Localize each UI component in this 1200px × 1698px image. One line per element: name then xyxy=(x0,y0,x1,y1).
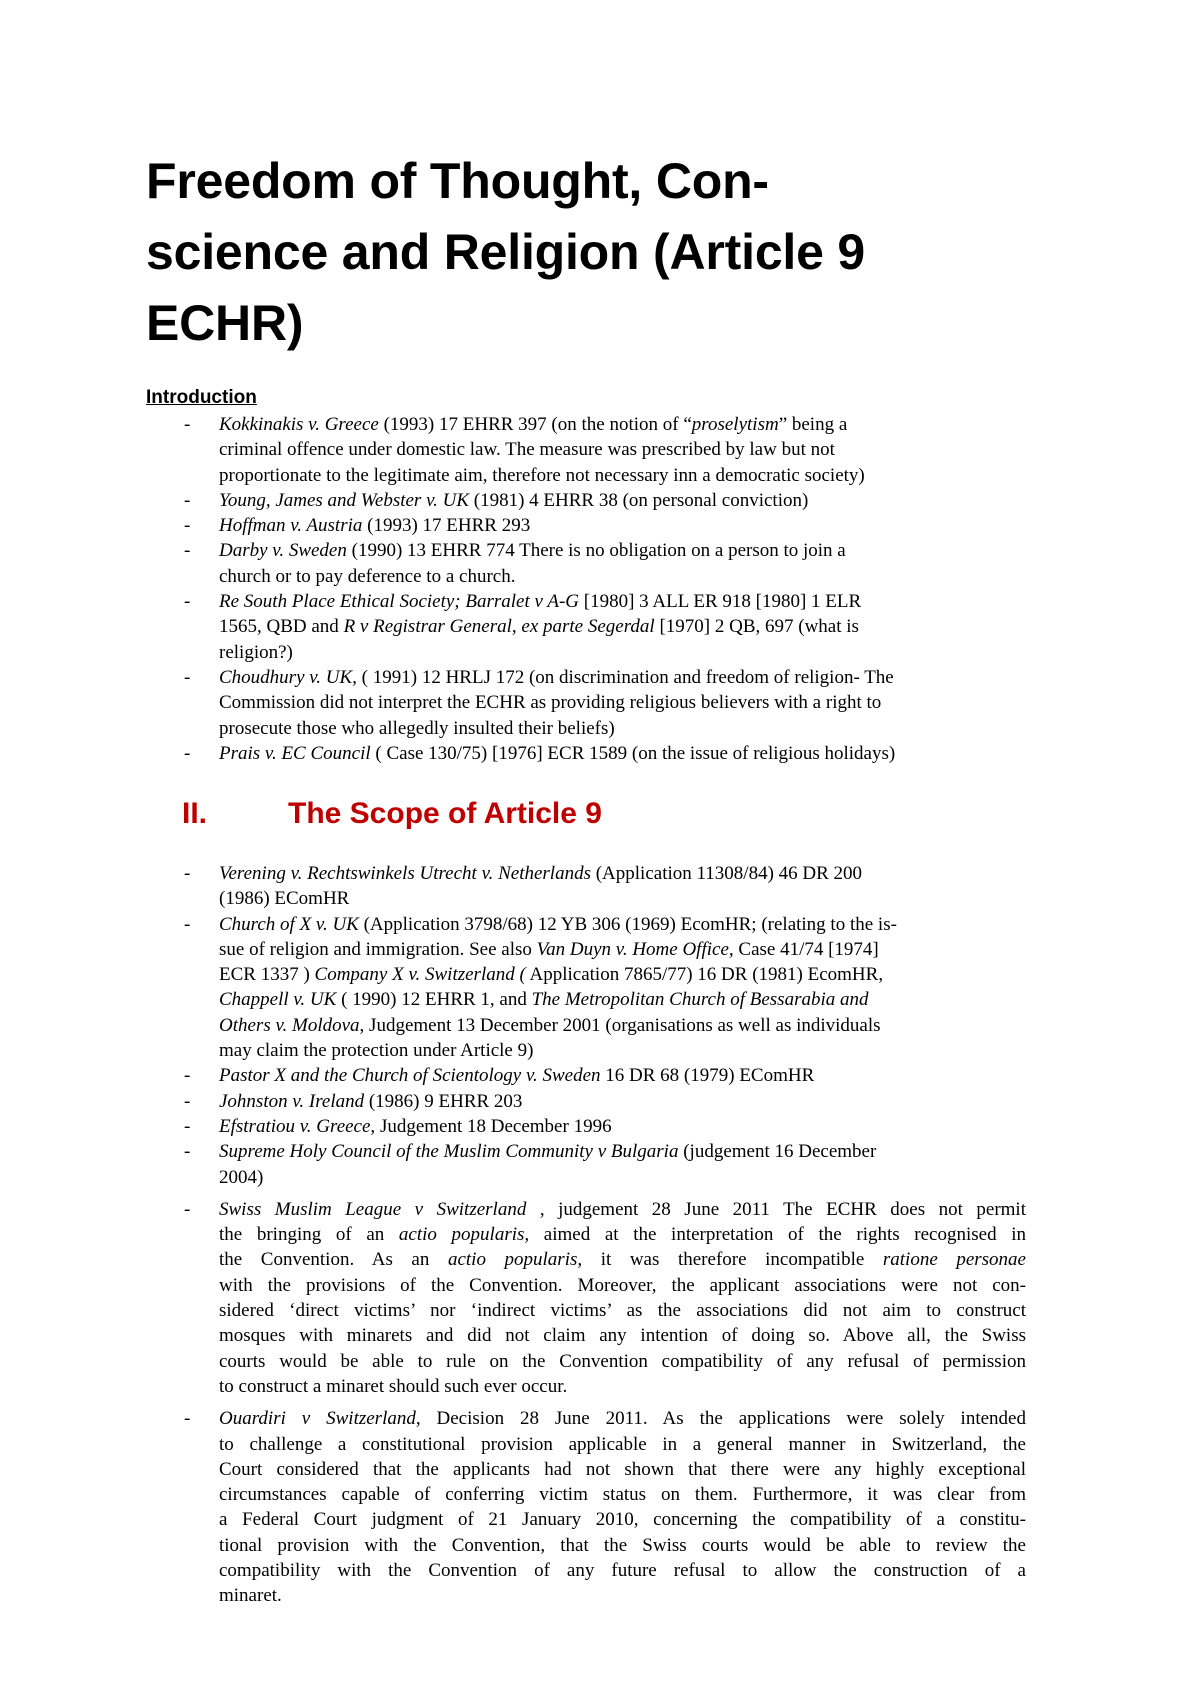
case-text: may claim the protection under Article 9) xyxy=(219,1040,534,1062)
case-line xyxy=(219,1197,1026,1222)
case-text: to challenge a constitutional provision applicable in a general manner in Switzerland, the xyxy=(219,1433,1026,1455)
case-text: compatibility with the Convention of any future refusal to allow the construction of a xyxy=(219,1560,1026,1582)
case-text: (judgement 16 December xyxy=(678,1141,877,1163)
case-text: Court considered that the applicants had not shown that there were any highly exceptional xyxy=(219,1458,1026,1480)
case-citation: Choudhury v. UK, xyxy=(219,666,357,688)
case-citation: Ouardiri v Switzerland, xyxy=(219,1408,421,1430)
case-text: a Federal Court judgment of 21 January 2010, concerning the compatibility of a constitu- xyxy=(219,1509,1026,1531)
case-item xyxy=(146,741,1026,766)
case-text: (1981) 4 EHRR 38 (on personal conviction) xyxy=(469,489,809,511)
case-text: (1986) EComHR xyxy=(219,888,350,910)
case-text: ” being a xyxy=(778,414,848,435)
case-text: with the provisions of the Convention. Moreover, the applicant associations were not con- xyxy=(219,1274,1026,1296)
case-citation: Swiss Muslim League v Switzerland xyxy=(219,1198,527,1220)
case-line xyxy=(219,640,1026,665)
case-line xyxy=(219,564,1026,589)
case-text: proportionate to the legitimate aim, therefore not necessary inn a democratic society) xyxy=(219,464,865,486)
case-citation: Pastor X and the Church of Scientology v. Sweden xyxy=(219,1065,601,1087)
case-text: 2004) xyxy=(219,1166,264,1188)
case-text: church or to pay deference to a church. xyxy=(219,565,516,587)
case-line xyxy=(219,1349,1026,1374)
case-item xyxy=(146,1197,1026,1399)
case-line xyxy=(219,987,1026,1012)
title-line: ECHR) xyxy=(146,295,304,351)
case-citation: Johnston v. Ireland xyxy=(219,1090,365,1112)
case-text: Case 41/74 [1974] xyxy=(733,938,879,960)
case-item xyxy=(146,1139,1026,1190)
case-citation: proselytism xyxy=(691,414,779,435)
case-text: circumstances capable of conferring victim status on them. Furthermore, it was clear from xyxy=(219,1484,1026,1506)
case-text: [1980] 3 ALL ER 918 [1980] 1 ELR xyxy=(579,591,862,613)
case-text: (Application 3798/68) 12 YB 306 (1969) EcomHR; (relating to the is- xyxy=(358,913,897,935)
case-citation: Hoffman v. Austria xyxy=(219,515,363,537)
case-text: sue of religion and immigration. See also xyxy=(219,938,537,960)
case-line xyxy=(219,437,1026,462)
introduction-case-list xyxy=(146,412,1026,766)
case-citation: Chappell v. UK xyxy=(219,989,337,1011)
case-text: Application 7865/77) 16 DR (1981) EcomHR, xyxy=(525,964,884,986)
case-line xyxy=(219,1114,1026,1139)
case-line xyxy=(219,1165,1026,1190)
case-citation: Prais v. EC Council xyxy=(219,742,371,764)
title-line: Freedom of Thought, Con- xyxy=(146,153,769,209)
section-title: The Scope of Article 9 xyxy=(288,797,602,830)
case-text: to construct a minaret should such ever occur. xyxy=(219,1375,568,1397)
case-text: minaret. xyxy=(219,1585,282,1607)
case-text: (1993) 17 EHRR 397 (on the notion of “ xyxy=(378,414,692,435)
case-text: it was therefore incompatible xyxy=(582,1249,883,1271)
case-line xyxy=(219,1323,1026,1348)
case-item xyxy=(146,861,1026,912)
case-citation: Darby v. Sweden xyxy=(219,540,347,562)
case-line xyxy=(219,1298,1026,1323)
case-line xyxy=(219,1063,1026,1088)
case-item xyxy=(146,665,1026,741)
case-line xyxy=(219,937,1026,962)
case-line xyxy=(219,861,1026,886)
case-citation: Company X v. Switzerland ( xyxy=(314,964,526,986)
case-citation: actio popularis, xyxy=(447,1249,583,1271)
case-text: (Application 11308/84) 46 DR 200 xyxy=(590,863,863,884)
case-text: , Judgement 13 December 2001 (organisations as well as individuals xyxy=(359,1014,881,1036)
case-citation: Re South Place Ethical Society; Barralet v A-G xyxy=(219,591,580,613)
title-line: science and Religion (Article 9 xyxy=(146,224,866,280)
case-line xyxy=(219,1089,1026,1114)
case-line xyxy=(219,1273,1026,1298)
case-text: courts would be able to rule on the Convention compatibility of any refusal of permission xyxy=(219,1350,1026,1372)
case-text: prosecute those who allegedly insulted their beliefs) xyxy=(219,717,615,739)
case-line xyxy=(219,538,1026,563)
case-text: ECR 1337 ) xyxy=(219,964,315,986)
case-text: sidered ‘direct victims’ nor ‘indirect victims’ as the associations did not aim to construct xyxy=(219,1300,1026,1322)
case-line xyxy=(219,1583,1026,1608)
case-text: Commission did not interpret the ECHR as providing religious believers with a right to xyxy=(219,692,882,714)
case-line xyxy=(219,912,1026,937)
case-citation: actio popularis, xyxy=(398,1224,530,1246)
case-citation: Young, James and Webster v. UK xyxy=(219,489,469,511)
case-citation: ratione personae xyxy=(882,1249,1026,1271)
case-text: the bringing of an xyxy=(219,1224,399,1246)
case-text: 16 DR 68 (1979) EComHR xyxy=(600,1065,815,1087)
case-text: (1986) 9 EHRR 203 xyxy=(364,1090,523,1112)
case-item xyxy=(146,912,1026,1064)
case-line xyxy=(219,1222,1026,1247)
case-line xyxy=(219,1038,1026,1063)
case-line xyxy=(219,589,1026,614)
case-item xyxy=(146,538,1026,589)
scope-heading xyxy=(182,796,602,832)
document-title xyxy=(146,146,1086,359)
case-line xyxy=(219,1139,1026,1164)
case-line xyxy=(219,716,1026,741)
case-text: ( 1990) 12 EHRR 1, and xyxy=(336,989,532,1011)
case-text: criminal offence under domestic law. The measure was prescribed by law but not xyxy=(219,439,835,461)
case-text: tional provision with the Convention, that the Swiss courts would be able to review the xyxy=(219,1534,1026,1556)
case-text: , judgement 28 June 2011 The ECHR does not permit xyxy=(526,1198,1026,1220)
case-text: aimed at the interpretation of the rights recognised in xyxy=(529,1224,1027,1246)
case-text: Judgement 18 December 1996 xyxy=(375,1115,612,1137)
case-citation: Others v. Moldova xyxy=(219,1014,360,1036)
case-text: (1993) 17 EHRR 293 xyxy=(362,515,531,537)
section-number: II. xyxy=(182,797,208,830)
introduction-heading: Introduction xyxy=(146,387,257,408)
case-line xyxy=(219,1457,1026,1482)
case-line xyxy=(219,1533,1026,1558)
case-citation: Verening v. Rechtswinkels Utrecht v. Netherlands xyxy=(219,863,591,884)
case-text: Decision 28 June 2011. As the applications were solely intended xyxy=(420,1408,1026,1430)
case-item xyxy=(146,1063,1026,1088)
case-line xyxy=(219,463,1026,488)
case-line xyxy=(219,690,1026,715)
case-line xyxy=(219,1406,1026,1431)
case-line xyxy=(219,962,1026,987)
case-line xyxy=(219,1374,1026,1399)
case-text: the Convention. As an xyxy=(219,1249,448,1271)
case-line xyxy=(219,1432,1026,1457)
case-text: (1990) 13 EHRR 774 There is no obligation on a person to join a xyxy=(346,540,846,562)
case-citation: Efstratiou v. Greece, xyxy=(219,1115,376,1137)
case-line xyxy=(219,488,1026,513)
case-line xyxy=(219,614,1026,639)
case-text: mosques with minarets and did not claim any intention of doing so. Above all, the Swiss xyxy=(219,1325,1026,1347)
case-line xyxy=(219,1482,1026,1507)
case-text: religion?) xyxy=(219,641,293,663)
case-citation: R v Registrar General, ex parte Segerdal xyxy=(343,616,655,638)
case-line xyxy=(219,412,1026,437)
case-item xyxy=(146,1114,1026,1139)
case-item xyxy=(146,513,1026,538)
case-citation: Church of X v. UK xyxy=(219,913,359,935)
case-line xyxy=(219,665,1026,690)
case-item xyxy=(146,589,1026,665)
case-text: ( 1991) 12 HRLJ 172 (on discrimination and freedom of religion- The xyxy=(356,666,894,688)
case-item xyxy=(146,1406,1026,1608)
case-text: [1970] 2 QB, 697 (what is xyxy=(654,616,859,638)
case-citation: Kokkinakis v. Greece xyxy=(219,414,379,435)
case-citation: Supreme Holy Council of the Muslim Community v Bulgaria xyxy=(219,1141,679,1163)
case-line xyxy=(219,1247,1026,1272)
case-text: 1565, QBD and xyxy=(219,616,344,638)
case-line xyxy=(219,1507,1026,1532)
case-item xyxy=(146,412,1026,488)
case-citation: The Metropolitan Church of Bessarabia and xyxy=(531,989,869,1011)
case-citation: Van Duyn v. Home Office, xyxy=(536,938,734,960)
case-line xyxy=(219,1013,1026,1038)
case-item xyxy=(146,1089,1026,1114)
case-line xyxy=(219,513,1026,538)
case-item xyxy=(146,488,1026,513)
case-text: ( Case 130/75) [1976] ECR 1589 (on the issue of religious holidays) xyxy=(370,742,896,764)
case-line xyxy=(219,886,1026,911)
case-line xyxy=(219,741,1026,766)
case-line xyxy=(219,1558,1026,1583)
scope-case-list xyxy=(146,861,1026,1609)
